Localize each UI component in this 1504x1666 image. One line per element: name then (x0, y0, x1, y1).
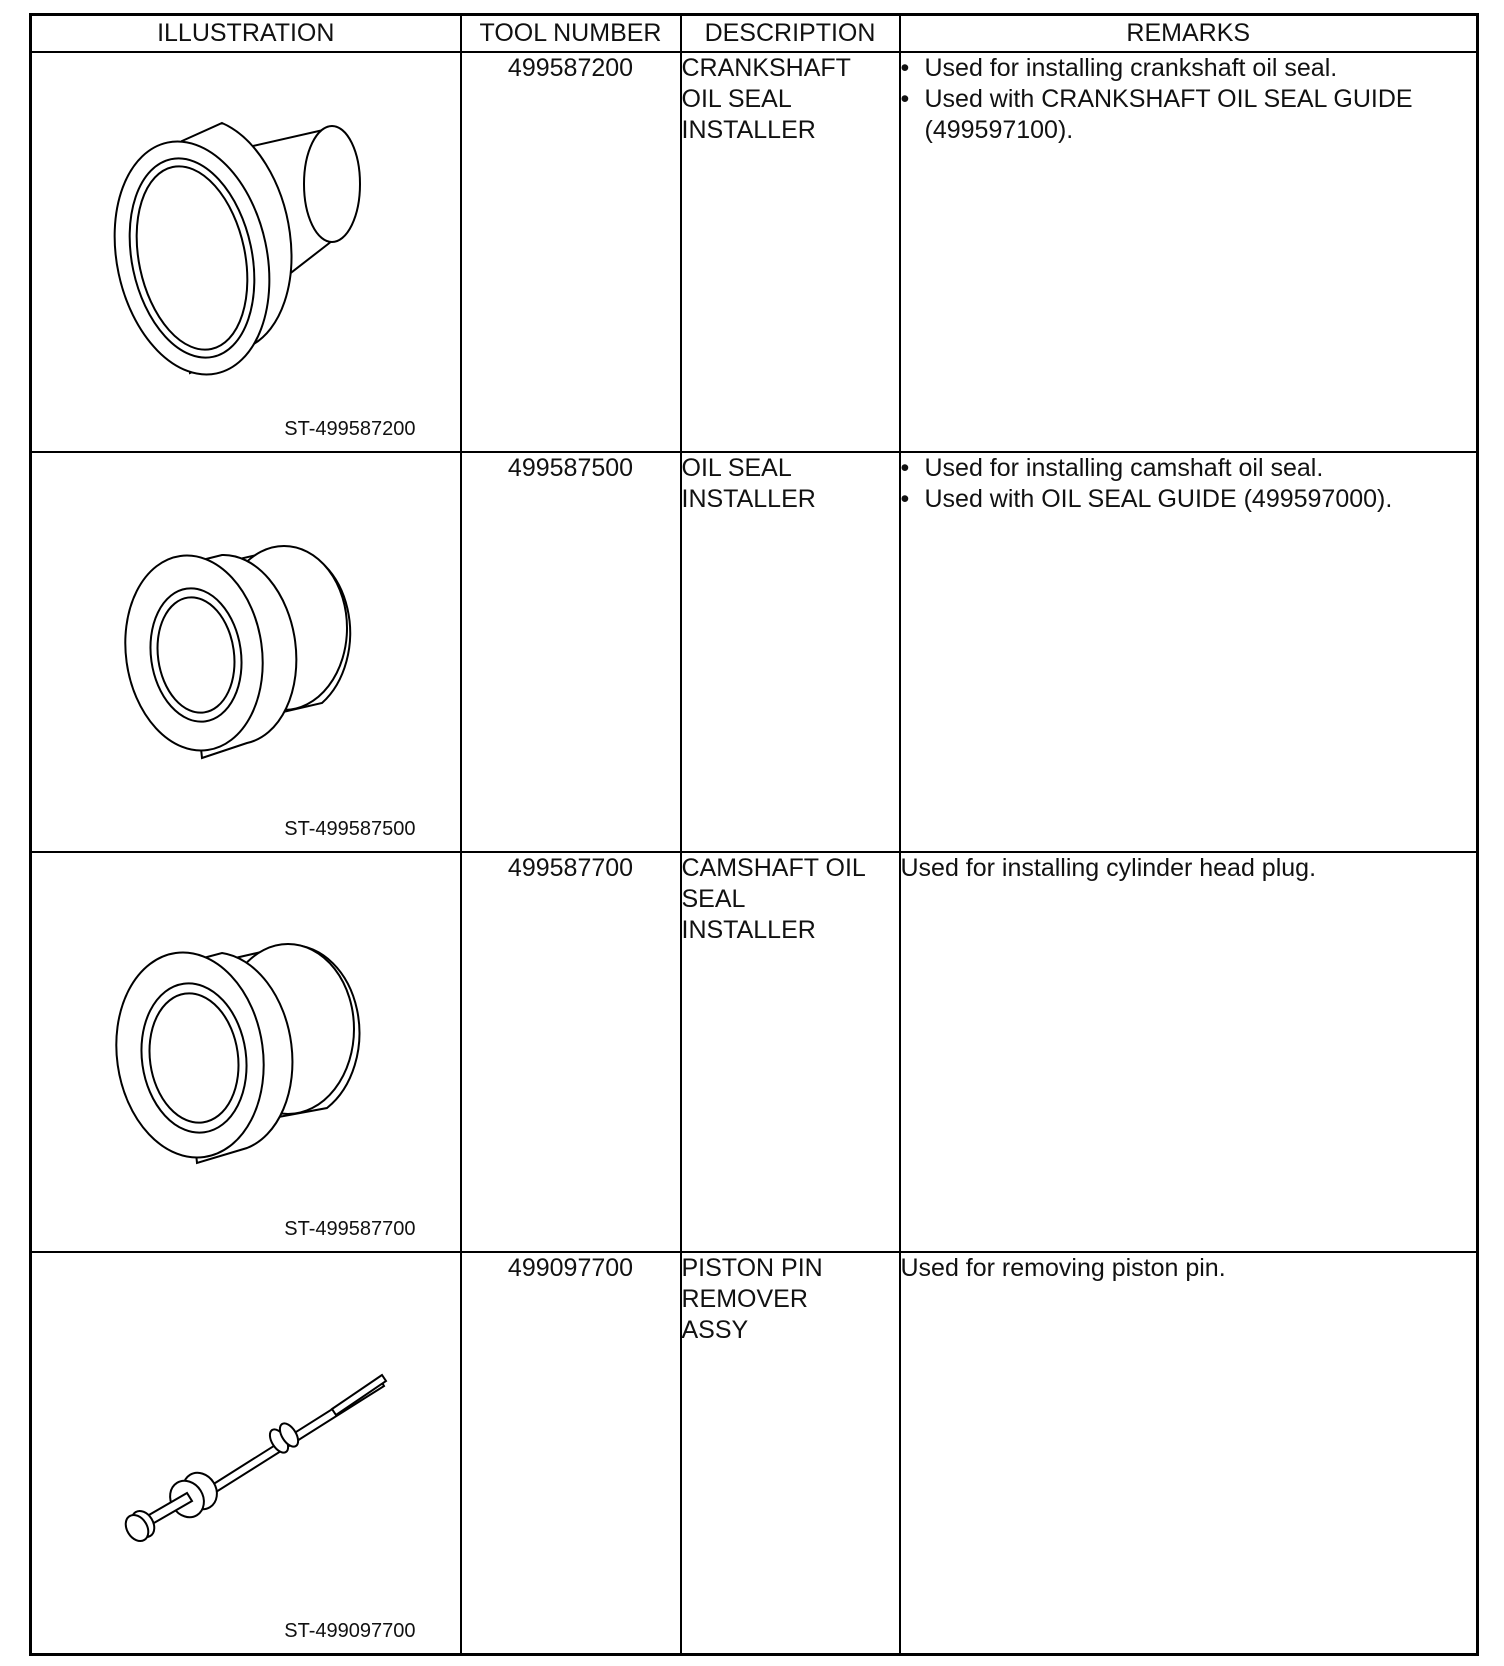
tool-number: 499587700 (461, 852, 681, 1252)
header-remarks: REMARKS (900, 15, 1478, 53)
remarks-cell (900, 852, 1478, 1252)
description-line: ASSY (681, 1316, 749, 1344)
remarks-list (901, 453, 1477, 515)
tool-number: 499587200 (461, 52, 681, 452)
remark-text: Used for removing piston pin. (900, 1254, 1226, 1282)
header-illustration: ILLUSTRATION (31, 15, 461, 53)
illustration-cell (31, 1252, 461, 1655)
remark-item: • Used with OIL SEAL GUIDE (499597000). (901, 484, 1477, 515)
table-row (31, 52, 1478, 452)
remark-text: Used for installing cylinder head plug. (900, 854, 1317, 882)
header-tool-number: TOOL NUMBER (461, 15, 681, 53)
description-line: OIL SEAL (681, 454, 792, 482)
illustration-cell (31, 852, 461, 1252)
table-row (31, 852, 1478, 1252)
header-description: DESCRIPTION (681, 15, 900, 53)
remark-item: • Used with CRANKSHAFT OIL SEAL GUIDE (499597100). (901, 84, 1477, 146)
figure-code: ST-499587500 (284, 818, 416, 840)
table-row (31, 1252, 1478, 1655)
remark-item: • Used for installing camshaft oil seal. (901, 453, 1477, 484)
description-line: OIL SEAL (681, 85, 792, 113)
description-cell (681, 52, 900, 452)
remarks-list (901, 53, 1477, 146)
tool-number: 499097700 (461, 1252, 681, 1655)
remarks-cell (900, 452, 1478, 852)
illustration-cell (31, 452, 461, 852)
description-line: SEAL (681, 885, 746, 913)
description-cell (681, 1252, 900, 1655)
description-line: INSTALLER (681, 116, 816, 144)
remarks-cell (900, 1252, 1478, 1655)
description-line: CRANKSHAFT (681, 54, 851, 82)
figure-code: ST-499097700 (284, 1620, 416, 1642)
illustration-cell (31, 52, 461, 452)
description-cell (681, 852, 900, 1252)
description-cell (681, 452, 900, 852)
description-line: REMOVER (681, 1285, 808, 1313)
description-line: CAMSHAFT OIL (681, 854, 866, 882)
seal-installer-icon (32, 853, 462, 1251)
description-line: INSTALLER (681, 485, 816, 513)
figure-code: ST-499587200 (284, 418, 416, 440)
seal-installer-icon (32, 53, 462, 451)
seal-installer-icon (32, 453, 462, 851)
table-row (31, 452, 1478, 852)
remarks-cell (900, 52, 1478, 452)
header-row (31, 15, 1478, 53)
piston-pin-remover-icon (32, 1253, 462, 1651)
description-line: INSTALLER (681, 916, 816, 944)
remark-item: • Used for installing crankshaft oil seal. (901, 53, 1477, 84)
figure-code: ST-499587700 (284, 1218, 416, 1240)
description-line: PISTON PIN (681, 1254, 823, 1282)
special-tools-table (29, 13, 1479, 1656)
tool-number: 499587500 (461, 452, 681, 852)
